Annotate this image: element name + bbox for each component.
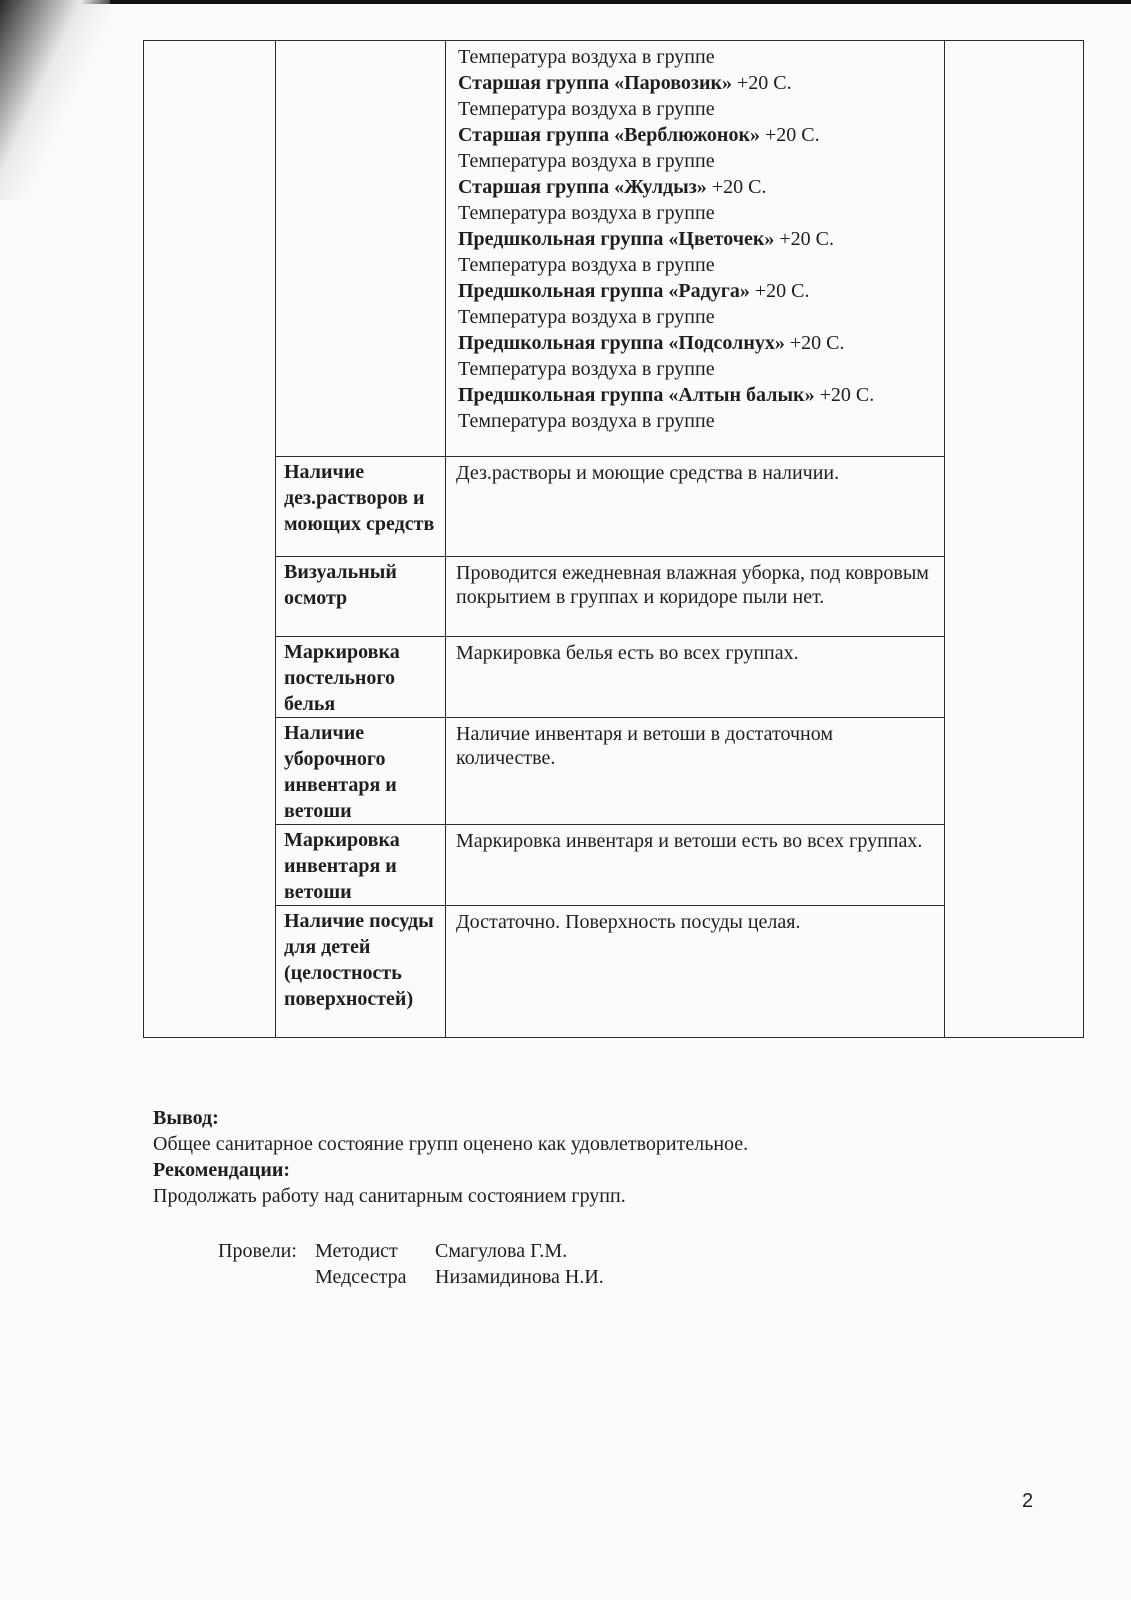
temp-label: Температура воздуха в группе [458,254,715,276]
group-temp: +20 С. [764,124,820,146]
value-cell [446,906,945,1038]
group-temp: +20 С. [737,72,792,94]
value-text: Маркировка белья есть во всех группах. [456,642,799,664]
value-text: Маркировка инвентаря и ветоши есть во всех группах. [456,830,923,852]
value-text: Проводится ежедневная влажная уборка, под ковровым покрытием в группах и коридоре пыли нет. [456,562,929,608]
signature-name: Смагулова Г.М. [435,1240,568,1262]
value-text: Достаточно. Поверхность посуды целая. [456,911,801,933]
table-row-temperature [144,41,1084,457]
signature-row [218,1238,604,1264]
param-label: Маркировка инвентаря и ветоши [284,829,400,903]
temp-label: Температура воздуха в группе [458,306,715,328]
group-name: Предшкольная группа «Алтын балык» [458,384,815,406]
group-name: Старшая группа «Жулдыз» [458,176,707,198]
temp-label: Температура воздуха в группе [458,358,715,380]
group-name: Старшая группа «Паровозик» [458,72,732,94]
temp-label: Температура воздуха в группе [458,150,715,172]
table-row [144,906,1084,1038]
signature-indent [218,1264,315,1290]
signature-role: Медсестра [315,1266,407,1288]
group-line [458,382,934,408]
temp-label: Температура воздуха в группе [458,202,715,224]
temp-label: Температура воздуха в группе [458,410,715,432]
conclusion-block [153,1105,748,1209]
group-temp: +20 С. [789,332,845,354]
signature-role: Методист [315,1240,398,1262]
scan-edge [0,0,1131,4]
param-cell [276,906,446,1038]
param-cell [276,718,446,825]
right-empty-cell [945,41,1084,1038]
temperature-cell [446,41,945,457]
param-cell [276,557,446,637]
group-line [458,278,934,304]
signatures-block [218,1238,604,1290]
table-row [144,457,1084,557]
group-line [458,330,934,356]
param-cell [276,825,446,906]
table-row [144,637,1084,718]
value-text: Дез.растворы и моющие средства в наличии. [456,462,840,484]
value-cell [446,825,945,906]
param-label: Наличие уборочного инвентаря и ветоши [284,722,397,822]
group-temp: +20 С. [819,384,875,406]
table-row [144,718,1084,825]
group-line [458,70,934,96]
value-text: Наличие инвентаря и ветоши в достаточном количестве. [456,723,834,769]
param-cell [276,457,446,557]
param-cell-empty [276,41,446,457]
signature-row [218,1264,604,1290]
group-name: Предшкольная группа «Цветочек» [458,228,775,250]
signatures-label: Провели: [218,1240,297,1262]
param-label: Визуальный осмотр [284,561,397,609]
group-name: Предшкольная группа «Радуга» [458,280,750,302]
conclusion-text: Общее санитарное состояние групп оценено как удовлетворительное. [153,1133,749,1155]
param-label: Наличие посуды для детей (целостность поверхностей) [284,910,434,1010]
temp-label: Температура воздуха в группе [458,46,715,68]
param-label: Маркировка постельного белья [284,641,400,715]
value-cell [446,637,945,718]
param-cell [276,637,446,718]
group-name: Старшая группа «Верблюжонок» [458,124,760,146]
conclusion-heading: Вывод: [153,1107,219,1129]
temp-label: Температура воздуха в группе [458,98,715,120]
page-number: 2 [1022,1490,1034,1512]
param-label: Наличие дез.растворов и моющих средств [284,461,435,535]
recommendations-text: Продолжать работу над санитарным состоянием групп. [153,1185,626,1207]
group-temp: +20 С. [754,280,810,302]
value-cell [446,718,945,825]
inspection-table [143,40,1084,1038]
value-cell [446,557,945,637]
table-row [144,825,1084,906]
group-line [458,226,934,252]
group-line [458,122,934,148]
group-temp: +20 С. [711,176,767,198]
table-row [144,557,1084,637]
signature-name: Низамидинова Н.И. [435,1266,604,1288]
group-name: Предшкольная группа «Подсолнух» [458,332,785,354]
recommendations-heading: Рекомендации: [153,1159,291,1181]
left-empty-cell [144,41,276,1038]
value-cell [446,457,945,557]
group-temp: +20 С. [779,228,835,250]
temperature-list [446,41,944,434]
scan-corner-shadow [0,0,110,200]
group-line [458,174,934,200]
